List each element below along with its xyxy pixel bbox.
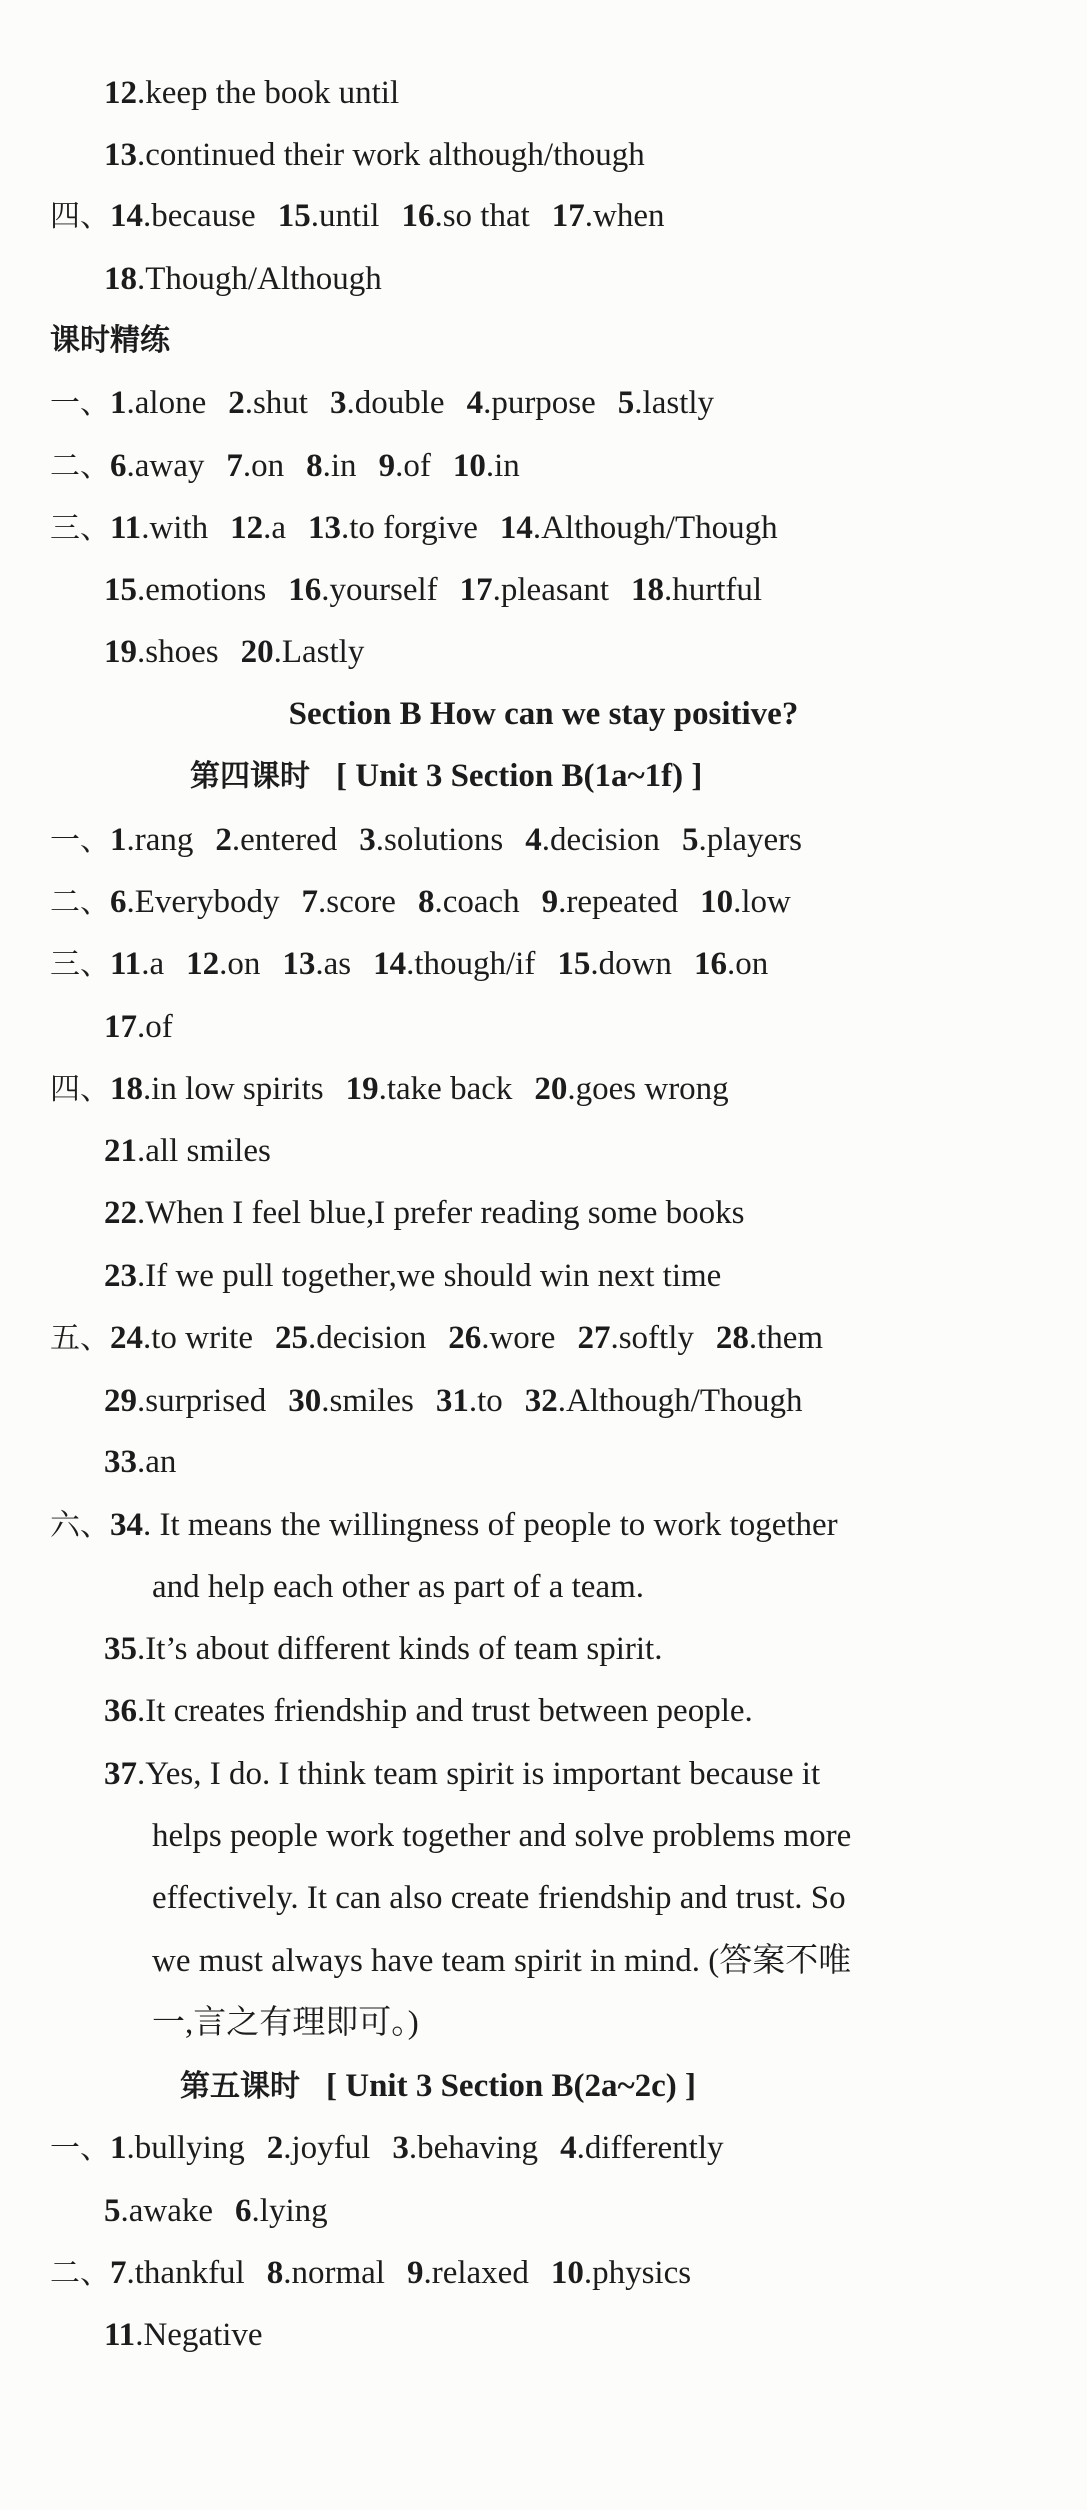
answer-item	[110, 510, 208, 546]
lesson-title	[0, 756, 1087, 797]
item-number: 16	[693, 946, 727, 982]
item-number: 12	[230, 510, 264, 546]
answer-line	[0, 73, 1087, 113]
answer-item	[110, 2255, 245, 2291]
answer-item	[682, 822, 802, 858]
item-text: .Although/Though	[532, 510, 778, 546]
item-text: .with	[141, 510, 209, 546]
item-number: 4	[466, 385, 484, 421]
answer-item	[407, 2255, 529, 2291]
answer-line	[0, 1691, 1087, 1731]
item-number: 1	[110, 822, 127, 858]
item-text: .entered	[231, 822, 338, 858]
item-text: .a	[263, 510, 287, 546]
item-text: .low	[733, 884, 791, 920]
answer-item	[110, 822, 193, 858]
item-text: .decision	[307, 1320, 427, 1356]
item-number: 2	[228, 385, 245, 421]
item-number: 23	[104, 1258, 137, 1294]
item-text: .decision	[541, 822, 660, 858]
item-number: 12	[186, 946, 220, 982]
item-number: 7	[301, 884, 319, 920]
section-number: 三、	[50, 511, 110, 546]
answer-item	[267, 2130, 371, 2166]
item-number: 1	[110, 385, 127, 421]
item-number: 13	[308, 510, 342, 546]
answer-item	[453, 448, 520, 484]
item-text: .goes wrong	[567, 1071, 729, 1107]
item-number: 9	[378, 448, 396, 484]
answer-item	[631, 572, 762, 608]
item-text: .to forgive	[341, 510, 478, 546]
section-number: 二、	[50, 885, 110, 920]
item-text: .Lastly	[273, 634, 365, 670]
continuation-line: effectively. It can also create friendship and trust. So	[152, 1880, 846, 1916]
answer-item	[241, 634, 365, 670]
item-text: .lastly	[634, 385, 715, 421]
answer-item	[110, 198, 256, 234]
answer-line	[0, 1131, 1087, 1171]
item-text: .down	[590, 946, 672, 982]
item-number: 14	[499, 510, 533, 546]
answer-line	[0, 2253, 1087, 2294]
item-text: .bullying	[126, 2130, 245, 2166]
item-text: .physics	[583, 2255, 692, 2291]
answer-item	[226, 448, 284, 484]
answer-item	[500, 510, 778, 546]
item-number: 5	[681, 822, 699, 858]
item-number: 18	[631, 572, 665, 608]
item-number: 26	[448, 1320, 482, 1356]
answer-item	[215, 822, 337, 858]
item-number: 14	[373, 946, 407, 982]
item-number: 37	[104, 1756, 137, 1792]
answer-item	[288, 1383, 414, 1419]
answer-line	[0, 1505, 1087, 1546]
item-text: .shut	[244, 385, 308, 421]
answer-line	[0, 1381, 1087, 1421]
answer-line	[0, 632, 1087, 672]
answer-item	[525, 822, 660, 858]
item-number: 19	[104, 634, 137, 670]
item-number: 27	[577, 1320, 611, 1356]
continuation-line: 一,言之有理即可。)	[152, 2005, 419, 2041]
item-number: 34	[110, 1507, 143, 1543]
item-text: .joyful	[283, 2130, 371, 2166]
item-number: 5	[617, 385, 635, 421]
answer-item	[110, 884, 280, 920]
item-text: .yourself	[321, 572, 438, 608]
answer-item	[525, 1383, 803, 1419]
item-number: 9	[541, 884, 559, 920]
item-text: .Everybody	[126, 884, 280, 920]
item-number: 31	[435, 1383, 469, 1419]
item-text: .solutions	[375, 822, 504, 858]
item-number: 13	[104, 137, 137, 173]
item-text: .lying	[251, 2193, 328, 2229]
item-text: .differently	[576, 2130, 724, 2166]
answer-item	[230, 510, 286, 546]
answer-item	[392, 2130, 538, 2166]
answer-item	[373, 946, 535, 982]
answer-item	[557, 946, 672, 982]
answer-line	[0, 259, 1087, 299]
section-heading: 课时精练	[50, 323, 170, 358]
item-text: .wore	[481, 1320, 556, 1356]
item-text: .on	[242, 448, 285, 484]
item-text: .keep the book until	[137, 75, 400, 111]
section-number: 二、	[50, 449, 110, 484]
item-number: 18	[104, 261, 137, 297]
item-text: .as	[315, 946, 352, 982]
unit-label: [ Unit 3 Section B(2a~2c) ]	[326, 2068, 697, 2104]
item-text: .Although/Though	[557, 1383, 803, 1419]
item-text: .of	[395, 448, 431, 484]
item-number: 29	[104, 1383, 137, 1419]
answer-item	[110, 448, 204, 484]
answer-item	[306, 448, 356, 484]
answer-line	[0, 570, 1087, 610]
answer-line	[0, 383, 1087, 424]
item-text: .double	[346, 385, 445, 421]
answer-item	[104, 634, 219, 670]
item-text: .on	[726, 946, 769, 982]
section-number: 一、	[50, 2131, 110, 2166]
answer-item	[110, 1071, 324, 1107]
item-number: 11	[110, 946, 142, 982]
lesson-title	[0, 2066, 1087, 2107]
item-number: 21	[104, 1133, 137, 1169]
item-text: .relaxed	[423, 2255, 529, 2291]
answer-item	[267, 2255, 385, 2291]
section-number: 一、	[50, 386, 110, 421]
item-text: .in	[322, 448, 357, 484]
item-number: 22	[104, 1195, 137, 1231]
item-number: 18	[110, 1071, 143, 1107]
continuation-line: we must always have team spirit in mind. (答案不唯	[152, 1943, 852, 1979]
item-text: .emotions	[137, 572, 267, 608]
answer-item	[110, 385, 206, 421]
answer-line	[0, 2315, 1087, 2355]
answer-line	[0, 1754, 1087, 1794]
item-number: 12	[104, 75, 137, 111]
item-text: .repeated	[558, 884, 679, 920]
answer-item	[104, 572, 266, 608]
item-text: .It creates friendship and trust between people.	[137, 1693, 753, 1729]
item-number: 33	[104, 1444, 137, 1480]
answer-line	[0, 1193, 1087, 1233]
answer-item	[418, 884, 520, 920]
item-number: 15	[104, 572, 137, 608]
item-number: 10	[452, 448, 486, 484]
item-number: 13	[282, 946, 316, 982]
answer-line	[0, 1629, 1087, 1669]
item-text: .until	[310, 198, 380, 234]
item-text: .Though/Although	[137, 261, 382, 297]
answer-item	[330, 385, 445, 421]
answer-item	[282, 946, 351, 982]
item-text: .continued their work although/though	[137, 137, 645, 173]
item-text: .thankful	[126, 2255, 245, 2291]
item-text: .score	[318, 884, 396, 920]
answer-item	[542, 884, 679, 920]
answer-item	[104, 2193, 213, 2229]
answer-item	[346, 1071, 513, 1107]
item-number: 16	[401, 198, 435, 234]
answer-line	[0, 1318, 1087, 1359]
item-number: 35	[104, 1631, 137, 1667]
item-number: 3	[392, 2130, 409, 2166]
answer-item	[308, 510, 478, 546]
item-text: .If we pull together,we should win next time	[137, 1258, 722, 1294]
item-number: 14	[110, 198, 143, 234]
item-number: 10	[700, 884, 734, 920]
item-text: .smiles	[321, 1383, 414, 1419]
item-number: 20	[240, 634, 274, 670]
item-text: .of	[137, 1009, 173, 1045]
answer-item	[694, 946, 768, 982]
item-text: .Negative	[135, 2317, 263, 2353]
item-text: .shoes	[137, 634, 219, 670]
answer-item	[110, 946, 164, 982]
section-title: Section B How can we stay positive?	[288, 696, 799, 732]
item-number: 7	[110, 2255, 127, 2291]
continuation-line: helps people work together and solve problems more	[152, 1818, 852, 1854]
item-number: 2	[215, 822, 232, 858]
item-number: 17	[104, 1009, 137, 1045]
item-text: .though/if	[406, 946, 536, 982]
answer-item	[288, 572, 437, 608]
item-text: .on	[219, 946, 261, 982]
item-number: 24	[110, 1320, 143, 1356]
item-number: 8	[266, 2255, 284, 2291]
answer-item	[552, 198, 665, 234]
item-number: 8	[417, 884, 435, 920]
item-text: .When I feel blue,I prefer reading some books	[137, 1195, 745, 1231]
item-number: 4	[560, 2130, 577, 2166]
item-text: .a	[141, 946, 165, 982]
item-text: .coach	[434, 884, 520, 920]
item-text: .normal	[283, 2255, 385, 2291]
section-number: 五、	[50, 1321, 110, 1356]
item-number: 1	[110, 2130, 127, 2166]
item-text: .in low spirits	[143, 1071, 324, 1107]
item-number: 11	[104, 2317, 136, 2353]
answer-line	[0, 1007, 1087, 1047]
item-number: 3	[359, 822, 376, 858]
item-text: .an	[137, 1444, 177, 1480]
answer-line	[0, 1256, 1087, 1296]
answer-item	[448, 1320, 555, 1356]
item-text: .purpose	[483, 385, 596, 421]
unit-label: [ Unit 3 Section B(1a~1f) ]	[336, 758, 703, 794]
item-number: 7	[226, 448, 243, 484]
answer-item	[467, 385, 596, 421]
item-number: 25	[274, 1320, 308, 1356]
item-text: .awake	[120, 2193, 214, 2229]
item-number: 5	[104, 2193, 121, 2229]
item-number: 32	[524, 1383, 558, 1419]
answer-item	[716, 1320, 823, 1356]
item-text: .players	[698, 822, 802, 858]
item-text: .behaving	[408, 2130, 539, 2166]
answer-line	[0, 820, 1087, 861]
item-text: .when	[584, 198, 665, 234]
answer-line	[0, 196, 1087, 237]
answer-line	[0, 446, 1087, 487]
item-text: .to	[468, 1383, 503, 1419]
item-number: 6	[235, 2193, 252, 2229]
section-number: 四、	[50, 1072, 110, 1107]
item-text: .pleasant	[492, 572, 610, 608]
answer-item	[275, 1320, 426, 1356]
item-text: .so that	[434, 198, 530, 234]
item-text: .in	[485, 448, 520, 484]
answer-line	[0, 2128, 1087, 2169]
item-text: .surprised	[137, 1383, 267, 1419]
answer-item	[460, 572, 609, 608]
item-text: . It means the willingness of people to work together	[143, 1507, 838, 1543]
item-number: 6	[110, 884, 127, 920]
item-number: 4	[525, 822, 542, 858]
item-number: 30	[288, 1383, 322, 1419]
answer-item	[302, 884, 396, 920]
answer-item	[359, 822, 503, 858]
answer-item	[551, 2255, 691, 2291]
item-number: 8	[306, 448, 323, 484]
item-text: .It’s about different kinds of team spirit.	[137, 1631, 663, 1667]
answer-item	[104, 1383, 266, 1419]
item-number: 19	[345, 1071, 379, 1107]
answer-item	[534, 1071, 728, 1107]
answer-item	[186, 946, 260, 982]
item-number: 3	[329, 385, 347, 421]
item-text: .rang	[126, 822, 194, 858]
item-text: .Yes, I do. I think team spirit is important because it	[137, 1756, 821, 1792]
answer-item	[110, 2130, 245, 2166]
answer-line	[0, 1069, 1087, 1110]
answer-item	[700, 884, 791, 920]
item-text: .away	[126, 448, 205, 484]
lesson-label: 第五课时	[180, 2069, 300, 2104]
answer-item	[401, 198, 529, 234]
item-number: 17	[459, 572, 493, 608]
section-number: 三、	[50, 947, 110, 982]
section-number: 六、	[50, 1508, 110, 1543]
continuation-line: and help each other as part of a team.	[152, 1569, 645, 1605]
answer-item	[618, 385, 714, 421]
item-text: .softly	[610, 1320, 694, 1356]
item-number: 11	[110, 510, 142, 546]
answer-item	[110, 1320, 253, 1356]
answer-line	[0, 882, 1087, 923]
answer-item	[436, 1383, 503, 1419]
item-text: .to write	[143, 1320, 253, 1356]
answer-item	[228, 385, 308, 421]
item-number: 9	[406, 2255, 424, 2291]
item-text: .all smiles	[137, 1133, 271, 1169]
item-text: .them	[748, 1320, 824, 1356]
section-number: 二、	[50, 2256, 110, 2291]
item-number: 10	[550, 2255, 584, 2291]
item-number: 17	[551, 198, 585, 234]
section-number: 一、	[50, 823, 110, 858]
answer-item	[577, 1320, 693, 1356]
item-number: 16	[288, 572, 322, 608]
answer-item	[278, 198, 380, 234]
item-number: 28	[715, 1320, 749, 1356]
item-number: 2	[266, 2130, 284, 2166]
section-number: 四、	[50, 199, 110, 234]
item-number: 15	[277, 198, 311, 234]
answer-line	[0, 135, 1087, 175]
answer-item	[560, 2130, 723, 2166]
item-number: 15	[557, 946, 591, 982]
item-text: .take back	[378, 1071, 513, 1107]
item-number: 6	[110, 448, 127, 484]
answer-line	[0, 1442, 1087, 1482]
item-text: .hurtful	[664, 572, 763, 608]
answer-line	[0, 508, 1087, 549]
item-number: 36	[104, 1693, 137, 1729]
answer-item	[235, 2193, 328, 2229]
answer-line	[0, 2191, 1087, 2231]
item-number: 20	[534, 1071, 568, 1107]
item-text: .alone	[126, 385, 207, 421]
lesson-label: 第四课时	[190, 759, 310, 794]
answer-item	[379, 448, 431, 484]
answer-line	[0, 944, 1087, 985]
item-text: .because	[143, 198, 256, 234]
